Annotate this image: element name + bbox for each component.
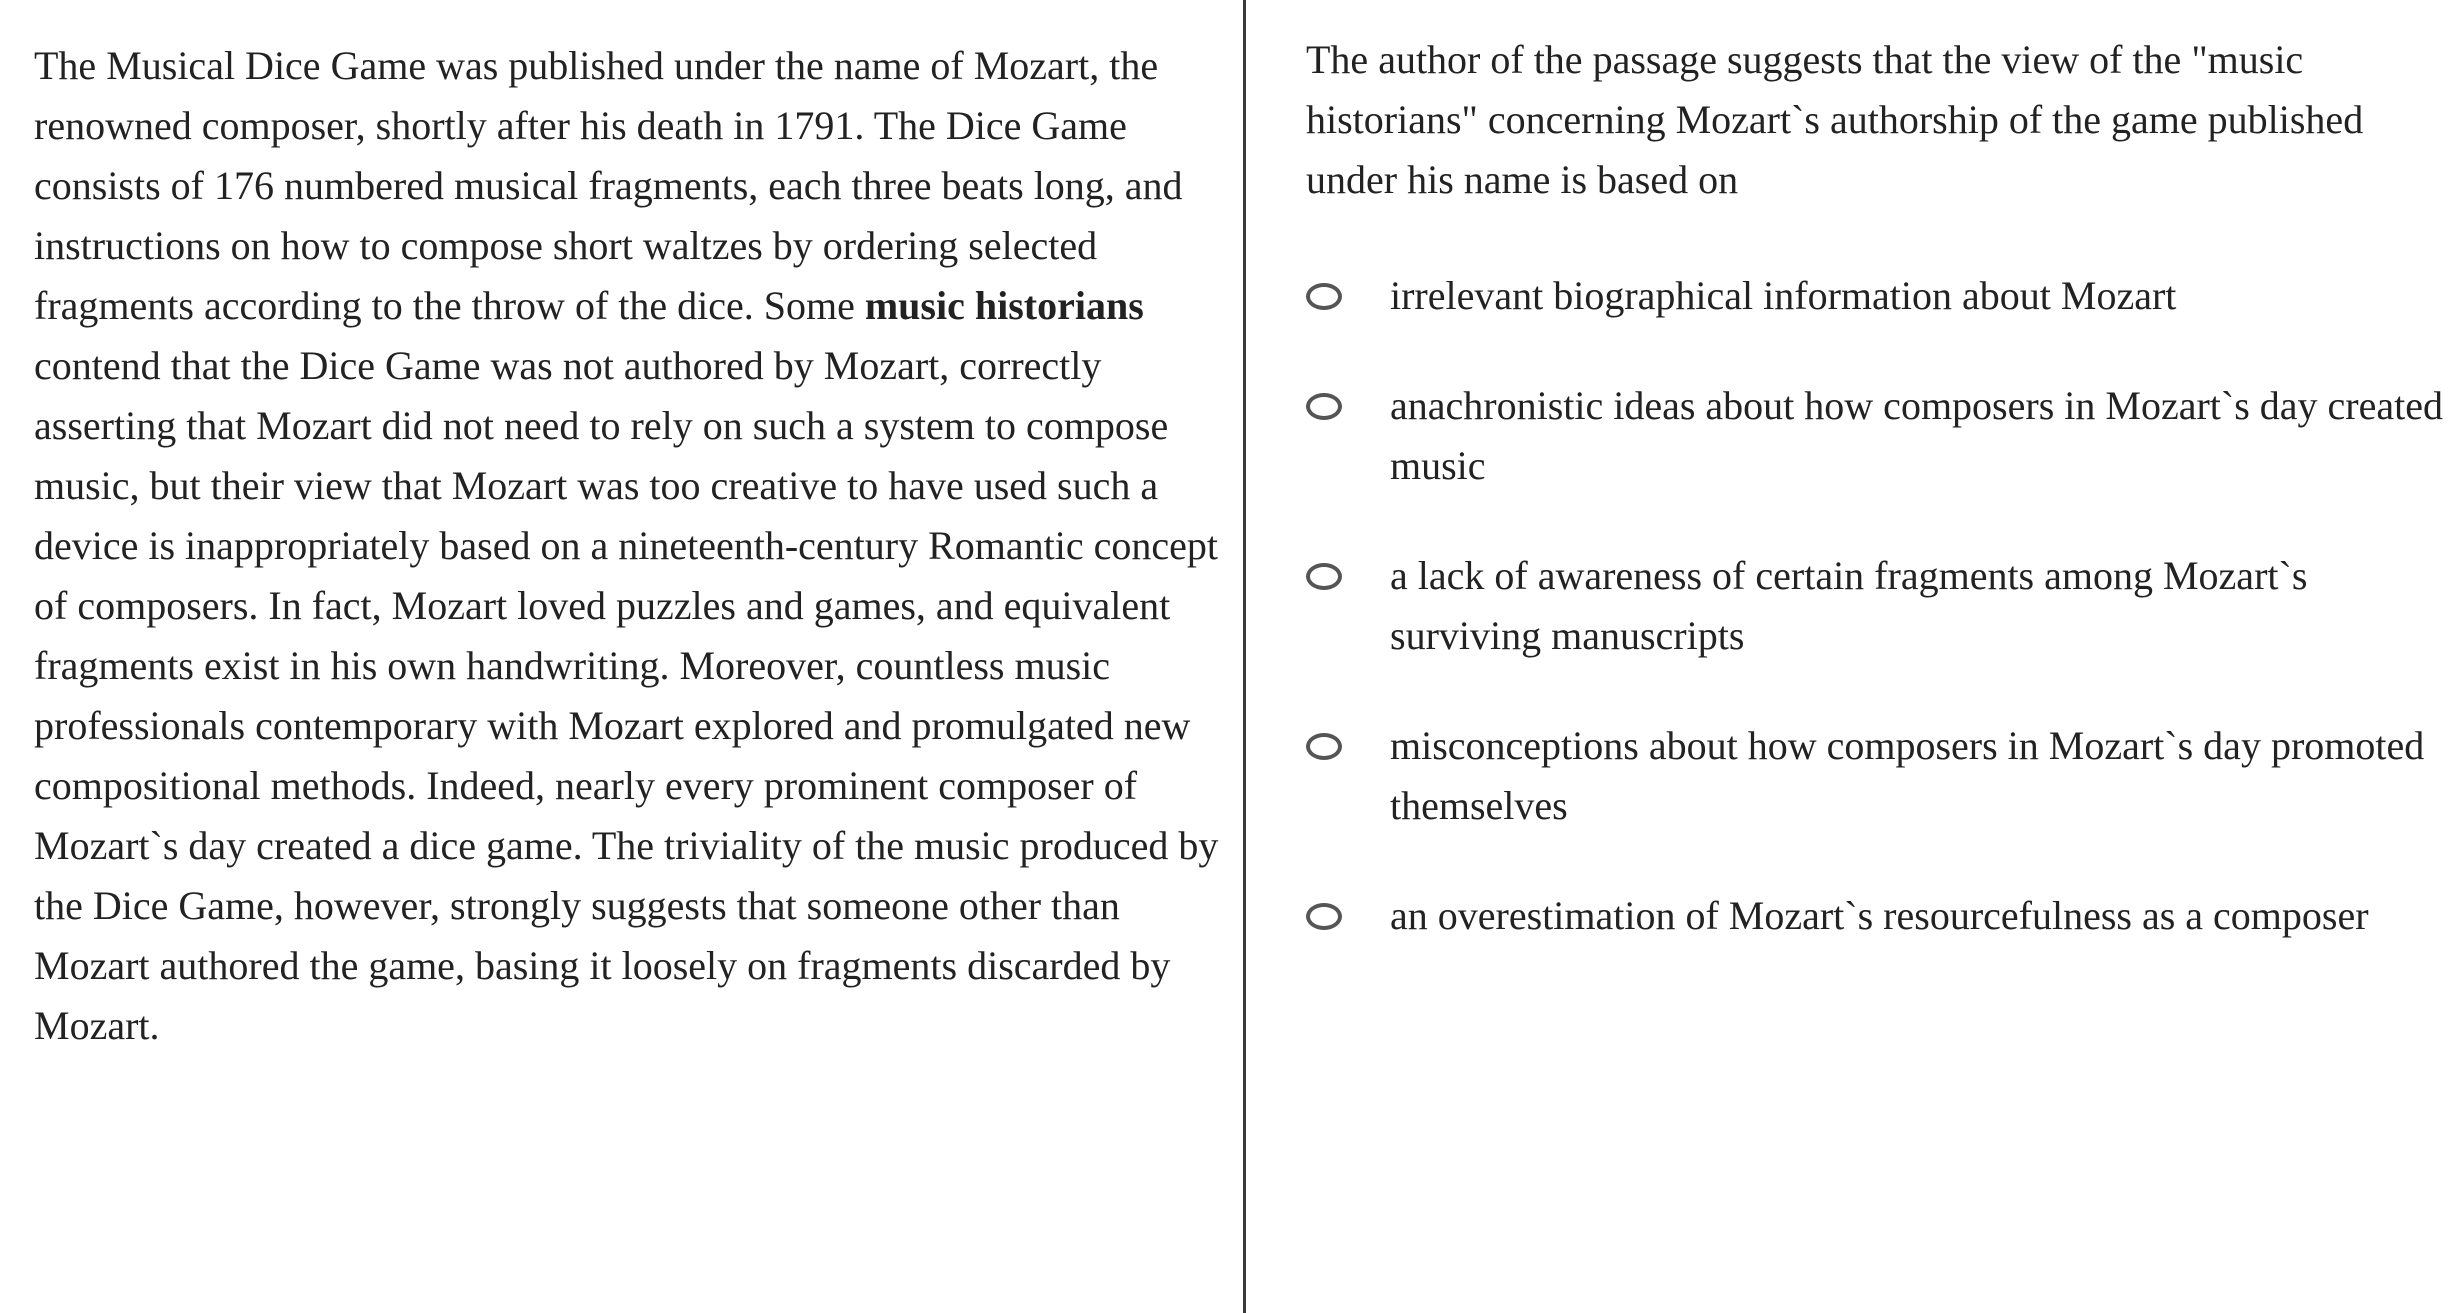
passage-pane [34,36,1234,1056]
answer-choice-label: an overestimation of Mozart`s resourcefulness as a composer [1390,893,2369,938]
question-pane [1306,30,2446,938]
answer-choice-b[interactable] [1306,376,2446,496]
radio-button-unselected-icon[interactable] [1306,283,1342,310]
answer-choice-label: misconceptions about how composers in Mozart`s day promoted themselves [1390,723,2425,828]
answer-choice-e[interactable] [1306,886,2446,946]
answer-choice-d[interactable] [1306,716,2446,836]
passage-text-part1: The Musical Dice Game was published under the name of Mozart, the renowned composer, shortly after his death in 1791. The Dice Game consists of 176 numbered musical fragments, each three beats long, and instructions on how to compose short waltzes by ordering selected fragments according to the throw of the dice. Some [34,43,1183,328]
radio-button-unselected-icon[interactable] [1306,393,1342,420]
passage-bold-term: music historians [864,283,1144,328]
radio-button-unselected-icon[interactable] [1306,733,1342,760]
answer-choice-a[interactable] [1306,266,2446,326]
radio-button-unselected-icon[interactable] [1306,563,1342,590]
pane-divider[interactable] [1243,0,1246,1313]
passage-text-part2: contend that the Dice Game was not authored by Mozart, correctly asserting that Mozart did not need to rely on such a system to compose music, but their view that Mozart was too creative to have used such a device is inappropriately based on a nineteenth-century Romantic concept of composers. In fact, Mozart loved puzzles and games, and equivalent fragments exist in his own handwriting. Moreover, countless music professionals contemporary with Mozart explored and promulgated new compositional methods. Indeed, nearly every prominent composer of Mozart`s day created a dice game. The triviality of the music produced by the Dice Game, however, strongly suggests that someone other than Mozart authored the game, basing it loosely on fragments discarded by Mozart. [34,343,1219,1048]
answer-choice-label: irrelevant biographical information about Mozart [1390,273,2177,318]
radio-button-unselected-icon[interactable] [1306,903,1342,930]
answer-choice-c[interactable] [1306,546,2446,666]
question-stem: The author of the passage suggests that the view of the "music historians" concerning Mozart`s authorship of the game published under his name is based on [1306,37,2364,202]
answer-choices [1306,266,2446,996]
answer-choice-label: a lack of awareness of certain fragments among Mozart`s surviving manuscripts [1390,553,2308,658]
answer-choice-label: anachronistic ideas about how composers in Mozart`s day created music [1390,383,2443,488]
passage-text [34,36,1234,1056]
